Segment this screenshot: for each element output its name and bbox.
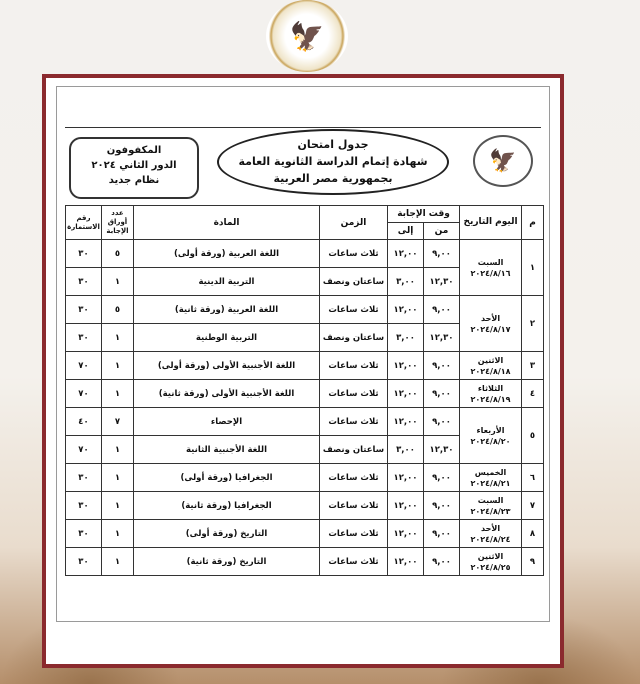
answer-sheets: ١ (102, 324, 134, 352)
form-number: ٣٠ (66, 324, 102, 352)
table-row (66, 492, 544, 520)
egypt-eagle-icon: 🦅 (289, 19, 325, 53)
time-from: ٩,٠٠ (424, 352, 460, 380)
form-number: ٤٠ (66, 408, 102, 436)
time-from: ٩,٠٠ (424, 380, 460, 408)
time-to: ٣,٠٠ (388, 268, 424, 296)
exam-schedule-table (65, 205, 544, 576)
duration: ثلاث ساعات (320, 464, 388, 492)
subject: الإحصاء (134, 408, 320, 436)
time-from: ١٢,٣٠ (424, 268, 460, 296)
header-from: من (424, 223, 460, 240)
exam-date: ٢٠٢٤/٨/١٩ (470, 394, 511, 404)
exam-date: ٢٠٢٤/٨/١٧ (470, 324, 511, 334)
form-number: ٣٠ (66, 520, 102, 548)
duration: ساعتان ونصف (320, 268, 388, 296)
duration: ثلاث ساعات (320, 548, 388, 576)
time-to: ١٢,٠٠ (388, 296, 424, 324)
time-to: ٣,٠٠ (388, 436, 424, 464)
table-row (66, 548, 544, 576)
time-from: ٩,٠٠ (424, 408, 460, 436)
answer-sheets: ١ (102, 436, 134, 464)
table-row (66, 464, 544, 492)
title-line-3: بجمهورية مصر العربية (273, 172, 393, 185)
duration: ثلاث ساعات (320, 492, 388, 520)
day-date-cell (460, 408, 522, 464)
header-subject: المادة (134, 206, 320, 240)
time-from: ٩,٠٠ (424, 492, 460, 520)
row-number: ٥ (522, 408, 544, 464)
time-to: ١٢,٠٠ (388, 492, 424, 520)
form-number: ٧٠ (66, 380, 102, 408)
ministry-emblem (473, 135, 533, 187)
day-name: السبت (477, 495, 504, 505)
answer-sheets: ١ (102, 548, 134, 576)
answer-sheets: ٧ (102, 408, 134, 436)
form-number: ٣٠ (66, 492, 102, 520)
answer-sheets: ٥ (102, 240, 134, 268)
day-date-cell (460, 492, 522, 520)
form-number: ٧٠ (66, 352, 102, 380)
category-badge (69, 137, 199, 199)
header-num: م (522, 206, 544, 240)
subject: اللغة الأجنبية الثانية (134, 436, 320, 464)
answer-sheets: ٥ (102, 296, 134, 324)
form-number: ٣٠ (66, 548, 102, 576)
time-from: ١٢,٣٠ (424, 436, 460, 464)
answer-sheets: ١ (102, 380, 134, 408)
header-duration: الزمن (320, 206, 388, 240)
time-to: ١٢,٠٠ (388, 240, 424, 268)
exam-date: ٢٠٢٤/٨/٢٤ (470, 534, 511, 544)
title-line-1: جدول امتحان (297, 138, 369, 151)
table-row (66, 352, 544, 380)
row-number: ٦ (522, 464, 544, 492)
egypt-eagle-icon: 🦅 (489, 148, 517, 174)
table-row (66, 380, 544, 408)
form-number: ٧٠ (66, 436, 102, 464)
header-time: وقت الإجابة (388, 206, 460, 223)
subject: التربية الدينية (134, 268, 320, 296)
badge-line-3: نظام جديد (108, 175, 160, 186)
form-number: ٣٠ (66, 240, 102, 268)
day-name: الأحد (480, 313, 501, 323)
answer-sheets: ١ (102, 268, 134, 296)
subject: اللغة الأجنبية الأولى (ورقة أولى) (134, 352, 320, 380)
duration: ثلاث ساعات (320, 352, 388, 380)
row-number: ١ (522, 240, 544, 296)
row-number: ٣ (522, 352, 544, 380)
subject: التاريخ (ورقة أولى) (134, 520, 320, 548)
answer-sheets: ١ (102, 352, 134, 380)
answer-sheets: ١ (102, 492, 134, 520)
title-oval (217, 129, 449, 195)
duration: ساعتان ونصف (320, 324, 388, 352)
day-name: الاثنين (477, 551, 504, 561)
day-name: الخميس (474, 467, 507, 477)
row-number: ٨ (522, 520, 544, 548)
subject: التاريخ (ورقة ثانية) (134, 548, 320, 576)
answer-sheets: ١ (102, 464, 134, 492)
day-name: الاثنين (477, 355, 504, 365)
row-number: ٢ (522, 296, 544, 352)
form-number: ٣٠ (66, 464, 102, 492)
header-day-date: اليوم التاريخ (460, 206, 522, 240)
subject: اللغة الأجنبية الأولى (ورقة ثانية) (134, 380, 320, 408)
day-name: الأربعاء (476, 425, 505, 435)
row-number: ٩ (522, 548, 544, 576)
day-date-cell (460, 520, 522, 548)
header-rule (65, 127, 541, 128)
duration: ثلاث ساعات (320, 296, 388, 324)
table-row (66, 240, 544, 268)
table-row (66, 520, 544, 548)
exam-date: ٢٠٢٤/٨/٢٠ (470, 436, 511, 446)
subject: الجغرافيا (ورقة ثانية) (134, 492, 320, 520)
row-number: ٧ (522, 492, 544, 520)
answer-sheets: ١ (102, 520, 134, 548)
table-row (66, 296, 544, 324)
exam-date: ٢٠٢٤/٨/١٨ (470, 366, 511, 376)
subject: الجغرافيا (ورقة أولى) (134, 464, 320, 492)
day-date-cell (460, 352, 522, 380)
time-from: ٩,٠٠ (424, 464, 460, 492)
exam-date: ٢٠٢٤/٨/١٦ (470, 268, 511, 278)
duration: ثلاث ساعات (320, 240, 388, 268)
time-from: ٩,٠٠ (424, 520, 460, 548)
schedule-paper (56, 86, 550, 622)
badge-line-2: الدور الثاني ٢٠٢٤ (91, 160, 177, 171)
document-frame (42, 74, 564, 668)
form-number: ٣٠ (66, 268, 102, 296)
time-to: ١٢,٠٠ (388, 380, 424, 408)
time-to: ١٢,٠٠ (388, 548, 424, 576)
header-row-1 (66, 206, 544, 223)
day-date-cell (460, 240, 522, 296)
badge-line-1: المكفوفون (106, 145, 162, 156)
duration: ساعتان ونصف (320, 436, 388, 464)
subject: اللغة العربية (ورقة ثانية) (134, 296, 320, 324)
header-form-no: رقم الاستمارة (66, 206, 102, 240)
exam-date: ٢٠٢٤/٨/٢٣ (470, 506, 511, 516)
time-to: ١٢,٠٠ (388, 352, 424, 380)
duration: ثلاث ساعات (320, 520, 388, 548)
subject: اللغة العربية (ورقة أولى) (134, 240, 320, 268)
duration: ثلاث ساعات (320, 380, 388, 408)
row-number: ٤ (522, 380, 544, 408)
day-date-cell (460, 296, 522, 352)
day-name: الثلاثاء (477, 383, 504, 393)
time-to: ٣,٠٠ (388, 324, 424, 352)
time-from: ٩,٠٠ (424, 548, 460, 576)
time-to: ١٢,٠٠ (388, 464, 424, 492)
day-date-cell (460, 464, 522, 492)
time-to: ١٢,٠٠ (388, 408, 424, 436)
time-from: ٩,٠٠ (424, 240, 460, 268)
time-from: ١٢,٣٠ (424, 324, 460, 352)
duration: ثلاث ساعات (320, 408, 388, 436)
ministry-seal-top (266, 0, 348, 72)
exam-date: ٢٠٢٤/٨/٢٥ (470, 562, 511, 572)
table-row (66, 408, 544, 436)
form-number: ٣٠ (66, 296, 102, 324)
day-name: الأحد (480, 523, 501, 533)
exam-date: ٢٠٢٤/٨/٢١ (470, 478, 511, 488)
header-sheets: عدد أوراق الإجابة (102, 206, 134, 240)
header-to: إلى (388, 223, 424, 240)
day-date-cell (460, 380, 522, 408)
time-from: ٩,٠٠ (424, 296, 460, 324)
day-name: السبت (477, 257, 504, 267)
day-date-cell (460, 548, 522, 576)
subject: التربية الوطنية (134, 324, 320, 352)
title-line-2: شهادة إتمام الدراسة الثانوية العامة (238, 155, 428, 168)
time-to: ١٢,٠٠ (388, 520, 424, 548)
